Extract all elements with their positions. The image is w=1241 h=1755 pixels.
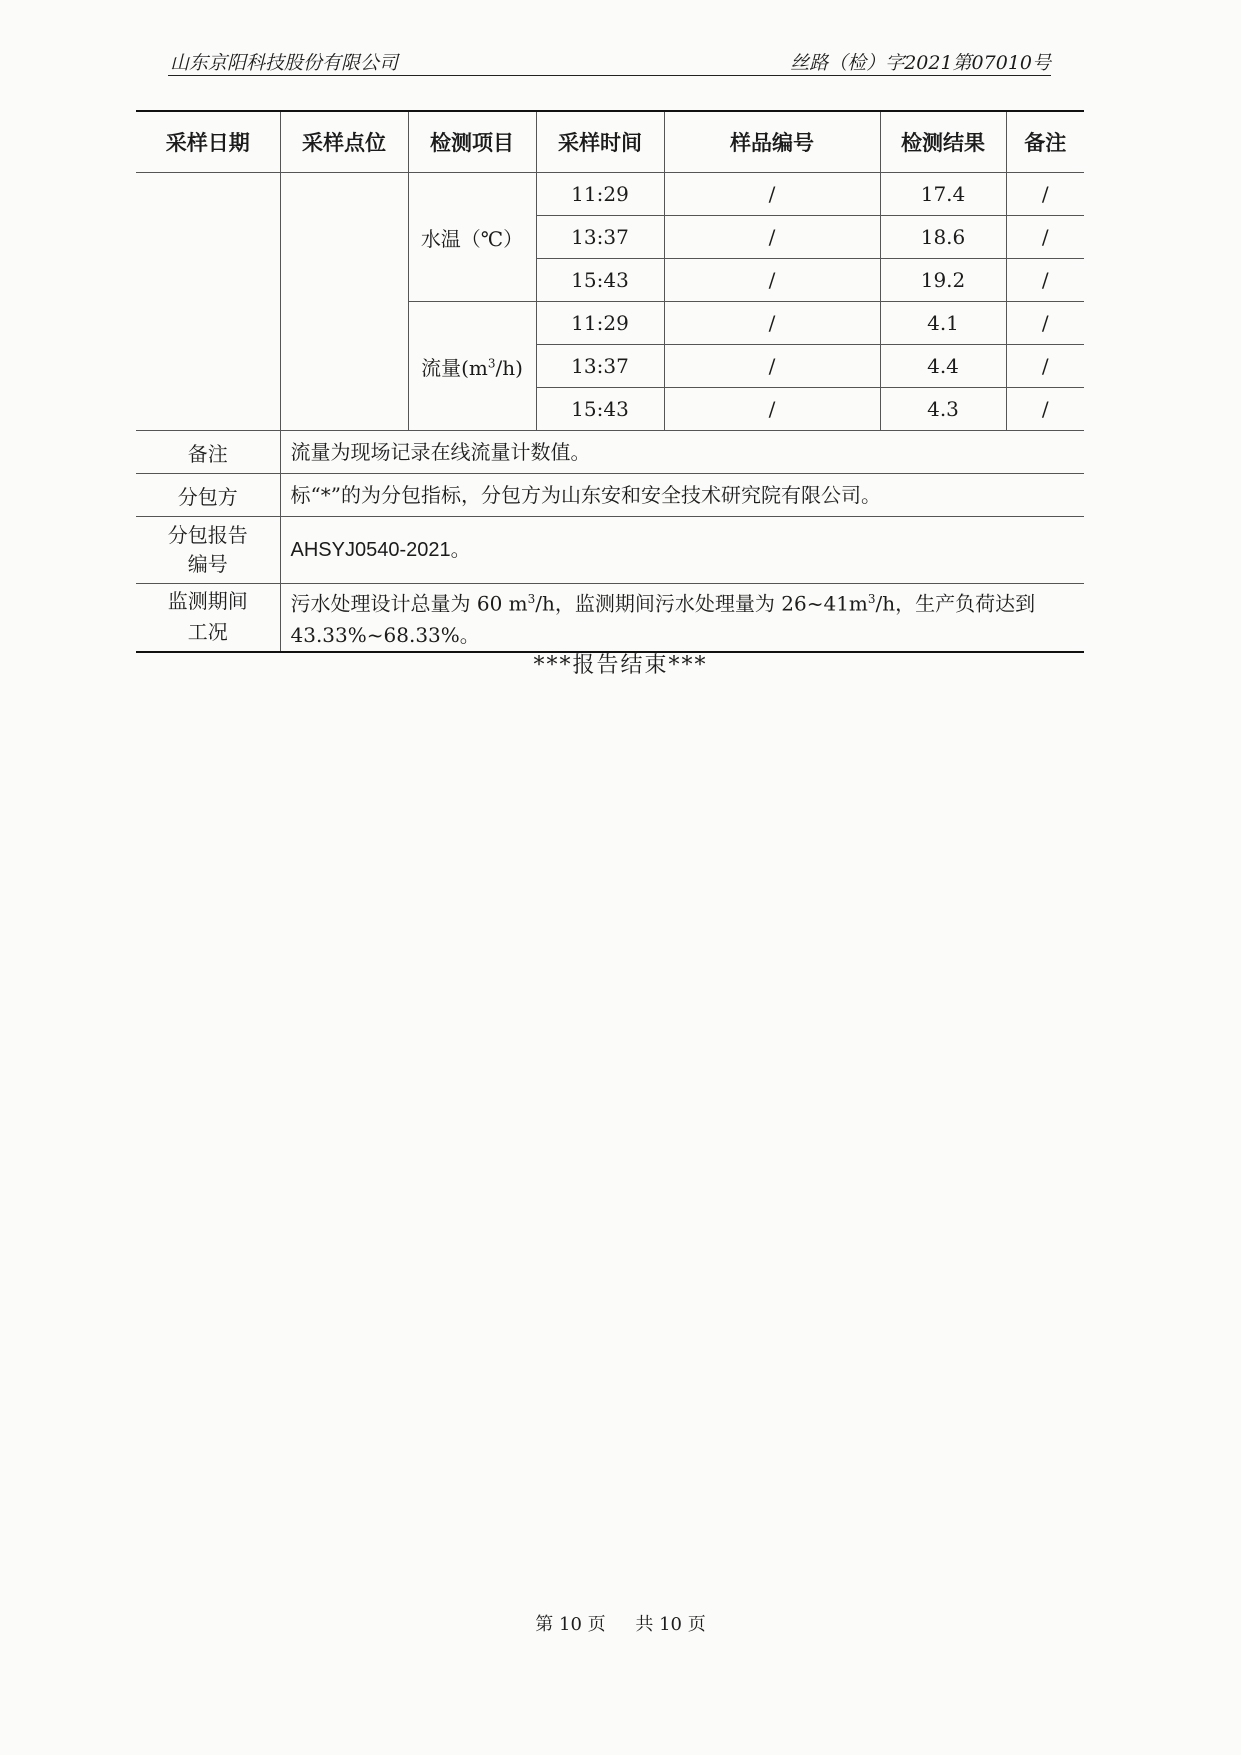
cond-text-a: 污水处理设计总量为 60 m <box>290 591 528 616</box>
result-cell: 17.4 <box>880 173 1006 216</box>
time-cell: 15:43 <box>536 259 664 302</box>
subcontractor-label: 分包方 <box>136 474 280 517</box>
result-cell: 4.3 <box>880 388 1006 431</box>
remark-cell: / <box>1006 345 1084 388</box>
header-rule <box>168 75 1051 76</box>
cond-sup-a: 3 <box>527 592 536 606</box>
sample-cell: / <box>664 388 880 431</box>
col-sample-id: 样品编号 <box>664 111 880 173</box>
report-end-mark: ***报告结束*** <box>533 653 708 678</box>
company-name: 山东京阳科技股份有限公司 <box>170 52 399 74</box>
remark-cell: / <box>1006 302 1084 345</box>
conditions-label <box>136 584 280 652</box>
table-row <box>136 173 1084 216</box>
remark-cell: / <box>1006 173 1084 216</box>
subcontractor-text: 标“*”的为分包指标，分包方为山东安和安全技术研究院有限公司。 <box>280 474 1084 517</box>
conditions-text <box>280 584 1084 652</box>
cond-text-b: /h，监测期间污水处理量为 26~41m <box>535 591 868 616</box>
flow-item-suffix: /h) <box>495 355 523 380</box>
result-cell: 4.1 <box>880 302 1006 345</box>
sub-report-row <box>136 517 1084 584</box>
page-footer <box>0 1610 1241 1636</box>
time-cell: 11:29 <box>536 173 664 216</box>
time-cell: 15:43 <box>536 388 664 431</box>
conditions-label-line2: 工况 <box>187 620 228 645</box>
flow-item-sup: 3 <box>487 355 496 370</box>
report-number: 丝路（检）字2021第07010号 <box>790 52 1051 74</box>
item-water-temp: 水温（℃） <box>408 173 536 302</box>
sample-cell: / <box>664 302 880 345</box>
conditions-label-line1: 监测期间 <box>167 589 248 614</box>
sample-cell: / <box>664 259 880 302</box>
page-total: 共 10 页 <box>635 1614 706 1635</box>
sub-report-label-line1: 分包报告 <box>167 523 248 547</box>
sampling-point-cell <box>280 173 408 431</box>
sub-report-number: AHSYJ0540-2021。 <box>280 517 1084 584</box>
remark-label: 备注 <box>136 431 280 474</box>
cond-sup-b: 3 <box>867 592 876 606</box>
col-test-result: 检测结果 <box>880 111 1006 173</box>
remark-cell: / <box>1006 216 1084 259</box>
subcontractor-row <box>136 474 1084 517</box>
result-cell: 19.2 <box>880 259 1006 302</box>
col-sampling-date: 采样日期 <box>136 111 280 173</box>
results-table <box>136 110 1084 653</box>
result-cell: 18.6 <box>880 216 1006 259</box>
time-cell: 13:37 <box>536 345 664 388</box>
sample-cell: / <box>664 173 880 216</box>
sample-cell: / <box>664 345 880 388</box>
item-flow-rate <box>408 302 536 431</box>
header-row <box>136 111 1084 173</box>
remark-row <box>136 431 1084 474</box>
sub-report-label <box>136 517 280 584</box>
page-number: 第 10 页 <box>535 1614 606 1635</box>
result-cell: 4.4 <box>880 345 1006 388</box>
col-remark: 备注 <box>1006 111 1084 173</box>
sub-report-label-line2: 编号 <box>187 552 228 576</box>
col-sampling-time: 采样时间 <box>536 111 664 173</box>
sampling-date-cell <box>136 173 280 431</box>
flow-item-prefix: 流量(m <box>421 355 488 380</box>
page-header <box>168 42 1051 76</box>
col-sampling-point: 采样点位 <box>280 111 408 173</box>
remark-text: 流量为现场记录在线流量计数值。 <box>280 431 1084 474</box>
time-cell: 13:37 <box>536 216 664 259</box>
sample-cell: / <box>664 216 880 259</box>
remark-cell: / <box>1006 259 1084 302</box>
conditions-row <box>136 584 1084 652</box>
cond-text-c: /h，生产负荷达到 <box>875 591 1036 616</box>
col-test-item: 检测项目 <box>408 111 536 173</box>
cond-text-d: 43.33%~68.33%。 <box>290 622 480 647</box>
remark-cell: / <box>1006 388 1084 431</box>
time-cell: 11:29 <box>536 302 664 345</box>
